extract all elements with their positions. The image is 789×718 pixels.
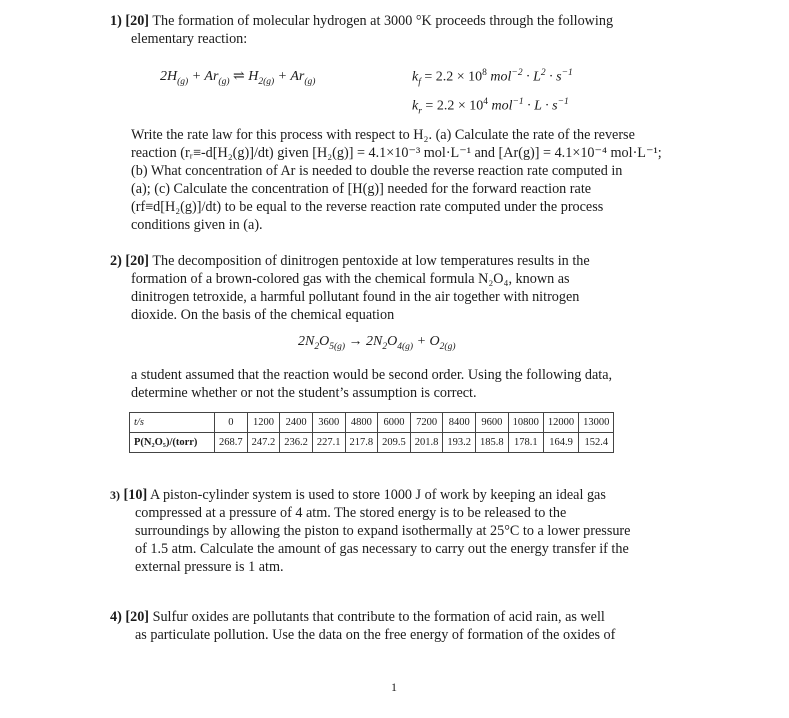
q3-line3: surroundings by allowing the piston to expand isothermally at 25°C to a lower pressure [135,523,631,539]
table-cell: 7200 [410,413,443,433]
table-row-time [130,413,614,433]
q1-kr: $k_r = 2.2 \times 10^4$ $mol^{-1} \cdot L \cdot s^{-1}$ [412,97,569,117]
q1-body-line1: Write the rate law for this process with respect to H₂. (a) Calculate the rate of the reverse [131,127,635,143]
q2-line2: formation of a brown-colored gas with the chemical formula N₂O₄, known as [131,271,570,287]
table-cell: 217.8 [345,433,378,453]
table-cell: 3600 [312,413,345,433]
q4-number: 4) [110,609,122,625]
q1-points: [20] [125,13,150,29]
table-cell: 164.9 [543,433,578,453]
table-cell: 9600 [476,413,509,433]
q3-line4: of 1.5 atm. Calculate the amount of gas necessary to carry out the energy transfer if the [135,541,629,557]
q2-data-table [129,412,614,453]
table-cell: 236.2 [280,433,313,453]
table-cell: 209.5 [378,433,411,453]
table-cell: 268.7 [215,433,248,453]
q2-line1: The decomposition of dinitrogen pentoxide at low temperatures results in the [152,253,590,269]
page-number: 1 [391,680,397,694]
q2-line3: dinitrogen tetroxide, a harmful pollutant found in the air together with nitrogen [131,289,580,305]
table-row-label: P(N₂O₅)/(torr) [130,433,215,453]
q3-text [110,486,680,576]
q1-number: 1) [110,13,122,29]
table-cell: 201.8 [410,433,443,453]
table-cell: 152.4 [579,433,614,453]
q1-body-line4: (a); (c) Calculate the concentration of [H(g)] needed for the forward reaction rate [131,181,592,197]
q3-line2: compressed at a pressure of 4 atm. The stored energy is to be released to the [135,505,567,521]
table-cell: 227.1 [312,433,345,453]
table-cell: 6000 [378,413,411,433]
table-cell: 10800 [508,413,543,433]
q2-line5: a student assumed that the reaction would be second order. Using the following data, [131,367,613,383]
q1-body [131,126,679,234]
table-cell: 247.2 [247,433,280,453]
table-cell: 12000 [543,413,578,433]
table-cell: 0 [215,413,248,433]
table-cell: 193.2 [443,433,476,453]
q1-body-line5: (rf≡d[H₂(g)]/dt) to be equal to the reverse reaction rate computed under the process [131,199,604,215]
q3-line1: A piston-cylinder system is used to store 1000 J of work by keeping an ideal gas [149,487,606,503]
table-cell: 4800 [345,413,378,433]
q4-points: [20] [125,609,150,625]
table-cell: 2400 [280,413,313,433]
q3-number: 3) [110,488,120,502]
q1-body-line3: (b) What concentration of Ar is needed to double the reverse reaction rate computed in [131,163,623,179]
q1-reaction: $2H_{(g)} + Ar_{(g)}$ ⇌ $H_{2(g)} + Ar_{(g)}$ [160,69,316,87]
table-cell: 8400 [443,413,476,433]
q2-line4: dioxide. On the basis of the chemical equation [131,307,395,323]
q1-intro [110,12,680,48]
q1-body-line2: reaction (rᵣ≡-d[H₂(g)]/dt) given [H₂(g)] = 4.1×10⁻³ mol·L⁻¹ and [Ar(g)] = 4.1×10⁻⁴ mol·L⁻¹; [131,145,662,161]
q2-number: 2) [110,253,122,269]
q1-intro-line1: The formation of molecular hydrogen at 3000 °K proceeds through the following [152,13,614,29]
q4-line1: Sulfur oxides are pollutants that contribute to the formation of acid rain, as well [152,609,605,625]
q1-kf: $k_f = 2.2 \times 10^8$ $mol^{-2} \cdot L^2 \cdot s^{-1}$ [412,68,573,88]
q1-intro-line2: elementary reaction: [131,31,248,47]
q3-line5: external pressure is 1 atm. [135,559,284,575]
table-cell: 13000 [579,413,614,433]
q3-points: [10] [123,487,148,503]
q4-text [110,608,680,644]
q2-line6: determine whether or not the student’s assumption is correct. [131,385,477,401]
q1-body-line6: conditions given in (a). [131,217,263,233]
table-cell: 1200 [247,413,280,433]
table-cell: 185.8 [476,433,509,453]
q2-text [110,252,670,324]
q2-points: [20] [125,253,150,269]
table-row-pressure [130,433,614,453]
table-row-label: t/s [130,413,215,433]
table-cell: 178.1 [508,433,543,453]
q2-text2 [131,366,681,402]
q4-line2: as particulate pollution. Use the data on the free energy of formation of the oxides of [135,627,616,643]
q2-equation: $2N_2O_{5(g)} \to 2N_2O_{4(g)} + O_{2(g)}$ [298,334,456,352]
